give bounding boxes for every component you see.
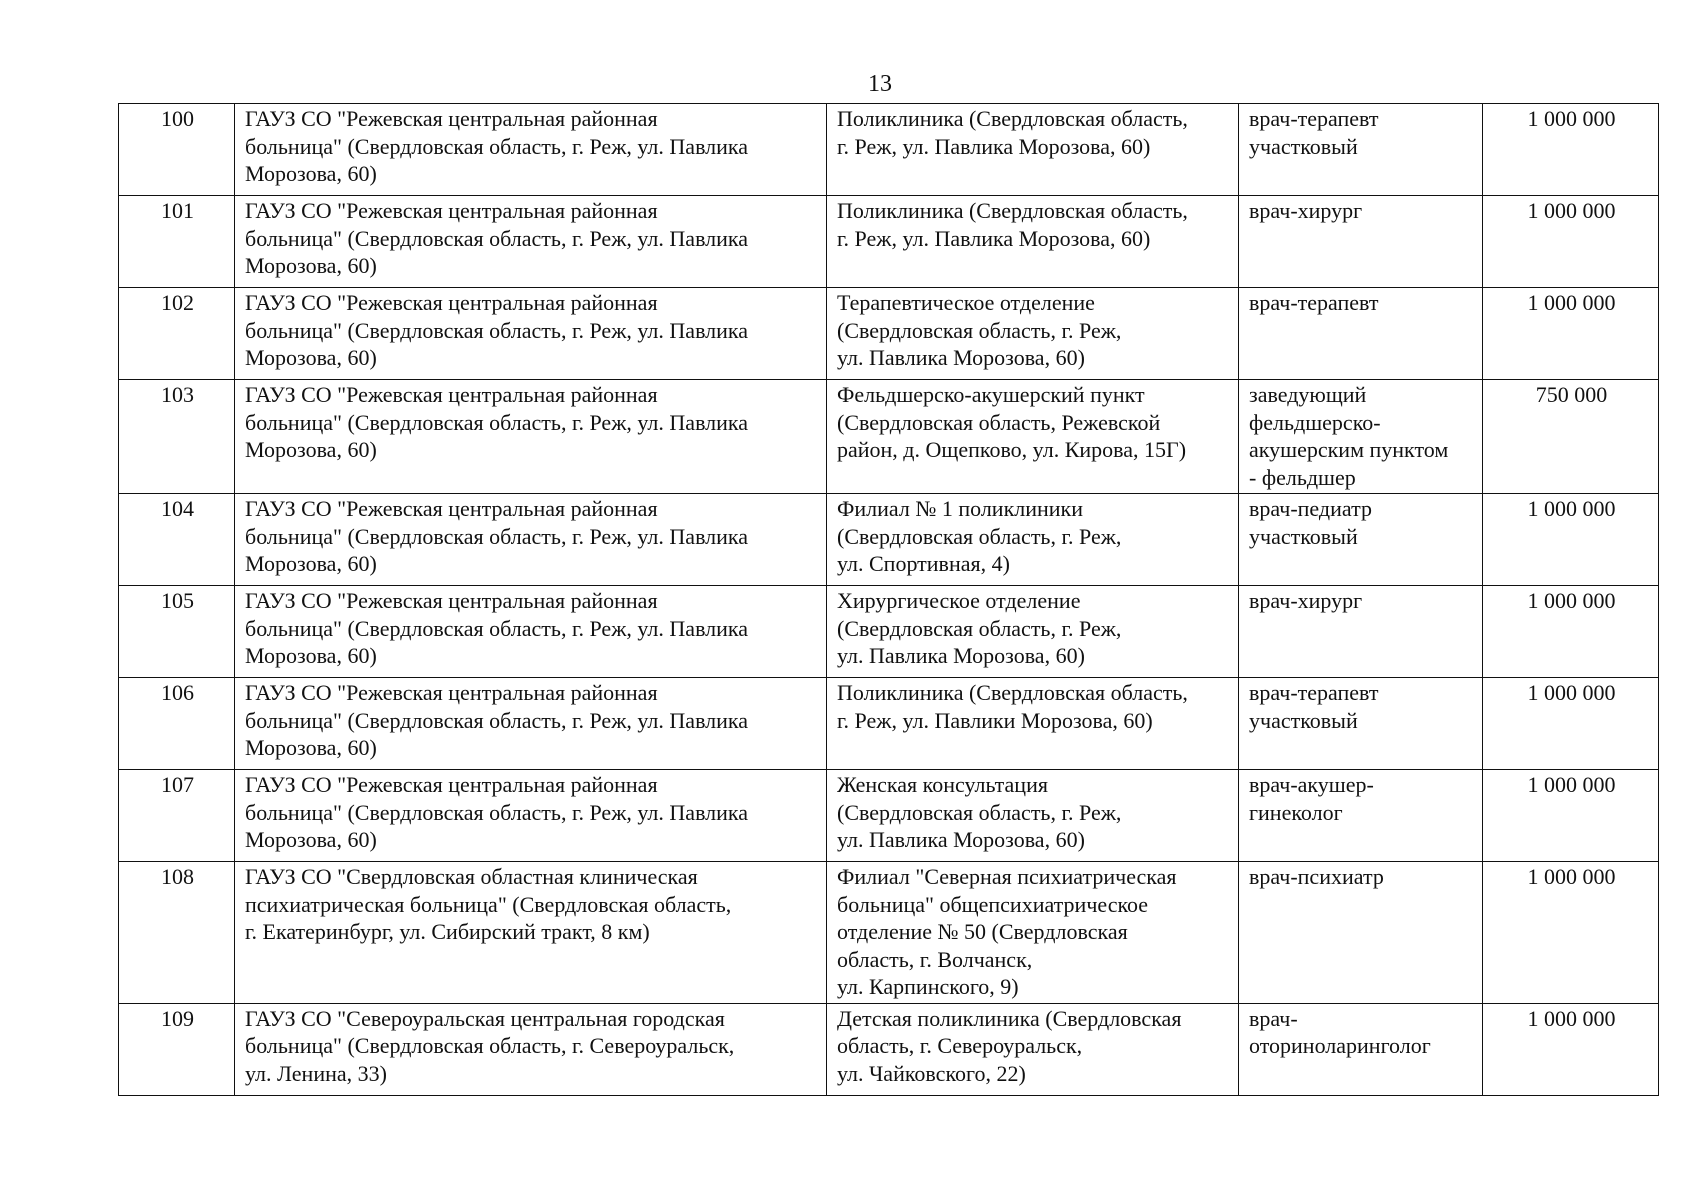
payment-amount-cell: 1 000 000 [1483,678,1659,770]
organization-cell: ГАУЗ СО "Свердловская областная клиническая психиатрическая больница" (Свердловская область, г. Екатеринбург, ул. Сибирский тракт, 8 км) [235,862,827,1004]
organization-cell: ГАУЗ СО "Режевская центральная районная больница" (Свердловская область, г. Реж, ул. Павлика Морозова, 60) [235,288,827,380]
organization-cell: ГАУЗ СО "Режевская центральная районная больница" (Свердловская область, г. Реж, ул. Павлика Морозова, 60) [235,586,827,678]
position-cell: врач-терапевт участковый [1239,678,1483,770]
table-row [119,196,1659,288]
table-row [119,380,1659,494]
payment-amount-cell: 1 000 000 [1483,104,1659,196]
payment-amount-cell: 1 000 000 [1483,196,1659,288]
table-row [119,104,1659,196]
unit-address-cell: Терапевтическое отделение (Свердловская область, г. Реж, ул. Павлика Морозова, 60) [827,288,1239,380]
unit-address-cell: Фельдшерско-акушерский пункт (Свердловская область, Режевской район, д. Ощепково, ул. Кирова, 15Г) [827,380,1239,494]
table-row [119,678,1659,770]
row-number-cell: 107 [119,770,235,862]
organization-cell: ГАУЗ СО "Режевская центральная районная больница" (Свердловская область, г. Реж, ул. Павлика Морозова, 60) [235,770,827,862]
payment-amount-cell: 1 000 000 [1483,288,1659,380]
organization-cell: ГАУЗ СО "Режевская центральная районная больница" (Свердловская область, г. Реж, ул. Павлика Морозова, 60) [235,104,827,196]
row-number-cell: 109 [119,1003,235,1095]
unit-address-cell: Филиал № 1 поликлиники (Свердловская область, г. Реж, ул. Спортивная, 4) [827,494,1239,586]
unit-address-cell: Поликлиника (Свердловская область, г. Реж, ул. Павлика Морозова, 60) [827,104,1239,196]
unit-address-cell: Детская поликлиника (Свердловская область, г. Североуральск, ул. Чайковского, 22) [827,1003,1239,1095]
position-cell: врач- оториноларинголог [1239,1003,1483,1095]
position-cell: врач-акушер- гинеколог [1239,770,1483,862]
table-row [119,586,1659,678]
row-number-cell: 108 [119,862,235,1004]
table-row [119,1003,1659,1095]
payment-amount-cell: 1 000 000 [1483,586,1659,678]
position-cell: врач-терапевт [1239,288,1483,380]
table-row [119,494,1659,586]
payment-amount-cell: 750 000 [1483,380,1659,494]
position-cell: врач-хирург [1239,196,1483,288]
organization-cell: ГАУЗ СО "Режевская центральная районная больница" (Свердловская область, г. Реж, ул. Павлика Морозова, 60) [235,678,827,770]
position-cell: врач-хирург [1239,586,1483,678]
position-cell: врач-психиатр [1239,862,1483,1004]
row-number-cell: 105 [119,586,235,678]
unit-address-cell: Хирургическое отделение (Свердловская область, г. Реж, ул. Павлика Морозова, 60) [827,586,1239,678]
payment-amount-cell: 1 000 000 [1483,770,1659,862]
organization-cell: ГАУЗ СО "Режевская центральная районная больница" (Свердловская область, г. Реж, ул. Павлика Морозова, 60) [235,494,827,586]
position-cell: врач-педиатр участковый [1239,494,1483,586]
row-number-cell: 104 [119,494,235,586]
table-body [119,104,1659,1096]
row-number-cell: 100 [119,104,235,196]
row-number-cell: 102 [119,288,235,380]
organization-cell: ГАУЗ СО "Режевская центральная районная больница" (Свердловская область, г. Реж, ул. Павлика Морозова, 60) [235,380,827,494]
payment-amount-cell: 1 000 000 [1483,862,1659,1004]
row-number-cell: 101 [119,196,235,288]
table-row [119,770,1659,862]
row-number-cell: 106 [119,678,235,770]
row-number-cell: 103 [119,380,235,494]
position-cell: врач-терапевт участковый [1239,104,1483,196]
table-row [119,288,1659,380]
unit-address-cell: Филиал "Северная психиатрическая больница" общепсихиатрическое отделение № 50 (Свердловская область, г. Волчанск, ул. Карпинского, 9) [827,862,1239,1004]
page-number: 13 [868,71,892,97]
organization-cell: ГАУЗ СО "Североуральская центральная городская больница" (Свердловская область, г. Североуральск, ул. Ленина, 33) [235,1003,827,1095]
payment-amount-cell: 1 000 000 [1483,494,1659,586]
unit-address-cell: Женская консультация (Свердловская область, г. Реж, ул. Павлика Морозова, 60) [827,770,1239,862]
table-row [119,862,1659,1004]
payment-amount-cell: 1 000 000 [1483,1003,1659,1095]
vacancy-table [118,103,1659,1096]
position-cell: заведующий фельдшерско- акушерским пунктом - фельдшер [1239,380,1483,494]
unit-address-cell: Поликлиника (Свердловская область, г. Реж, ул. Павлики Морозова, 60) [827,678,1239,770]
organization-cell: ГАУЗ СО "Режевская центральная районная больница" (Свердловская область, г. Реж, ул. Павлика Морозова, 60) [235,196,827,288]
unit-address-cell: Поликлиника (Свердловская область, г. Реж, ул. Павлика Морозова, 60) [827,196,1239,288]
